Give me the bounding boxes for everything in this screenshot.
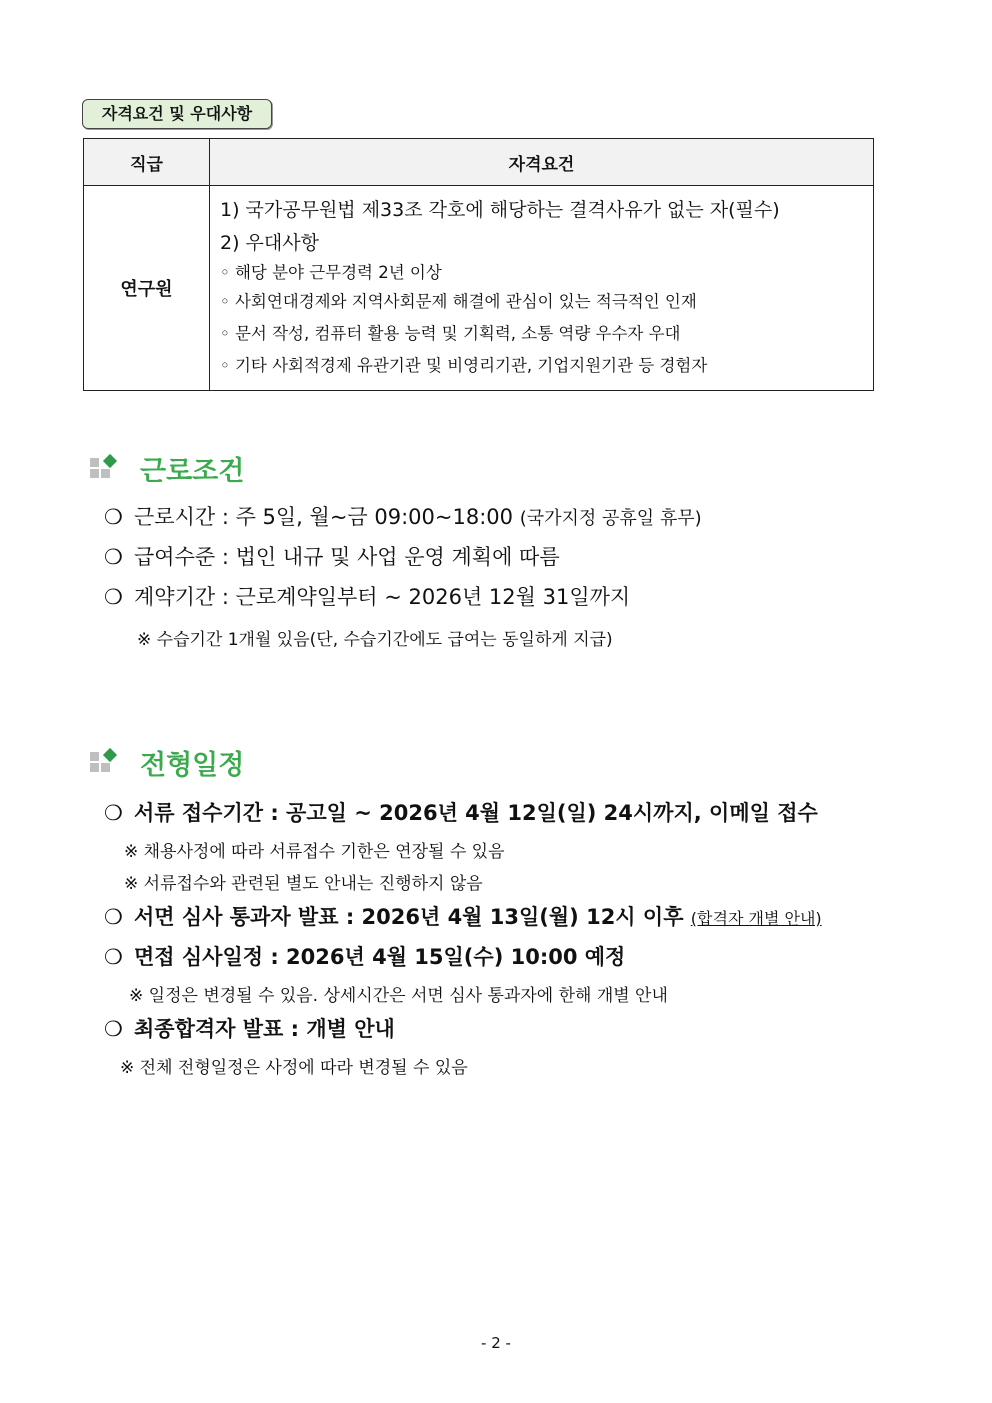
preference-item: ◦ 문서 작성, 컴퓨터 활용 능력 및 기획력, 소통 역량 우수자 우대 <box>220 324 681 343</box>
contract-line <box>104 581 630 611</box>
circle-bullet-icon: ❍ <box>104 945 123 969</box>
documents-text: 서류 접수기간 : 공고일 ~ 2026년 4월 12일(일) 24시까지, 이메일 접수 <box>134 801 818 825</box>
preference-item: ◦ 기타 사회적경제 유관기관 및 비영리기관, 기업지원기관 등 경험자 <box>220 356 708 375</box>
qualification-table <box>83 138 874 391</box>
work-hours-note: (국가지정 공휴일 휴무) <box>519 508 702 529</box>
schedule-item-written-review <box>104 901 822 931</box>
circle-bullet-icon: ❍ <box>104 585 123 609</box>
schedule-section-title: 전형일정 <box>140 749 245 781</box>
contract-note: ※ 수습기간 1개월 있음(단, 수습기간에도 급여는 동일하게 지급) <box>137 630 613 650</box>
pay-text: 급여수준 : 법인 내규 및 사업 운영 계획에 따름 <box>134 545 560 569</box>
requirements-cell <box>210 186 874 391</box>
table-row <box>84 186 874 391</box>
schedule-item-interview <box>104 941 625 971</box>
page-number: - 2 - <box>481 1334 511 1352</box>
circle-bullet-icon: ❍ <box>104 801 123 825</box>
circle-bullet-icon: ❍ <box>104 905 123 929</box>
interview-note: ※ 일정은 변경될 수 있음. 상세시간은 서면 심사 통과자에 한해 개별 안내 <box>129 986 668 1006</box>
final-note: ※ 전체 전형일정은 사정에 따라 변경될 수 있음 <box>120 1058 468 1078</box>
work-hours: 근로시간 : 주 5일, 월~금 09:00~18:00 <box>134 505 514 529</box>
circle-bullet-icon: ❍ <box>104 1017 123 1041</box>
documents-note-1: ※ 채용사정에 따라 서류접수 기한은 연장될 수 있음 <box>124 842 505 862</box>
schedule-section-heading <box>90 742 244 782</box>
section-bullet-icon <box>90 454 122 482</box>
work-section-heading <box>90 448 244 488</box>
final-text: 최종합격자 발표 : 개별 안내 <box>134 1017 395 1041</box>
circle-bullet-icon: ❍ <box>104 545 123 569</box>
qualification-tag: 자격요건 및 우대사항 <box>82 99 272 129</box>
preference-item: ◦ 사회연대경제와 지역사회문제 해결에 관심이 있는 적극적인 인재 <box>220 292 697 311</box>
contract-text: 계약기간 : 근로계약일부터 ~ 2026년 12월 31일까지 <box>134 585 631 609</box>
requirement-2: 2) 우대사항 <box>220 232 319 254</box>
requirement-1: 1) 국가공무원법 제33조 각호에 해당하는 결격사유가 없는 자(필수) <box>220 199 780 221</box>
position-cell: 연구원 <box>84 186 210 391</box>
preference-item: ◦ 해당 분야 근무경력 2년 이상 <box>220 263 442 282</box>
schedule-item-final <box>104 1013 395 1043</box>
header-position: 직급 <box>84 139 210 186</box>
header-requirements: 자격요건 <box>210 139 874 186</box>
circle-bullet-icon: ❍ <box>104 505 123 529</box>
written-review-text: 서면 심사 통과자 발표 : 2026년 4월 13일(월) 12시 이후 <box>134 905 684 929</box>
written-review-note: (합격자 개별 안내) <box>690 909 822 928</box>
work-section-title: 근로조건 <box>140 455 245 487</box>
interview-text: 면접 심사일정 : 2026년 4월 15일(수) 10:00 예정 <box>134 945 626 969</box>
schedule-item-documents <box>104 797 818 827</box>
documents-note-2: ※ 서류접수와 관련된 별도 안내는 진행하지 않음 <box>124 874 483 894</box>
section-bullet-icon <box>90 748 122 776</box>
table-header-row <box>84 139 874 186</box>
pay-line <box>104 541 560 571</box>
work-hours-line <box>104 501 702 531</box>
